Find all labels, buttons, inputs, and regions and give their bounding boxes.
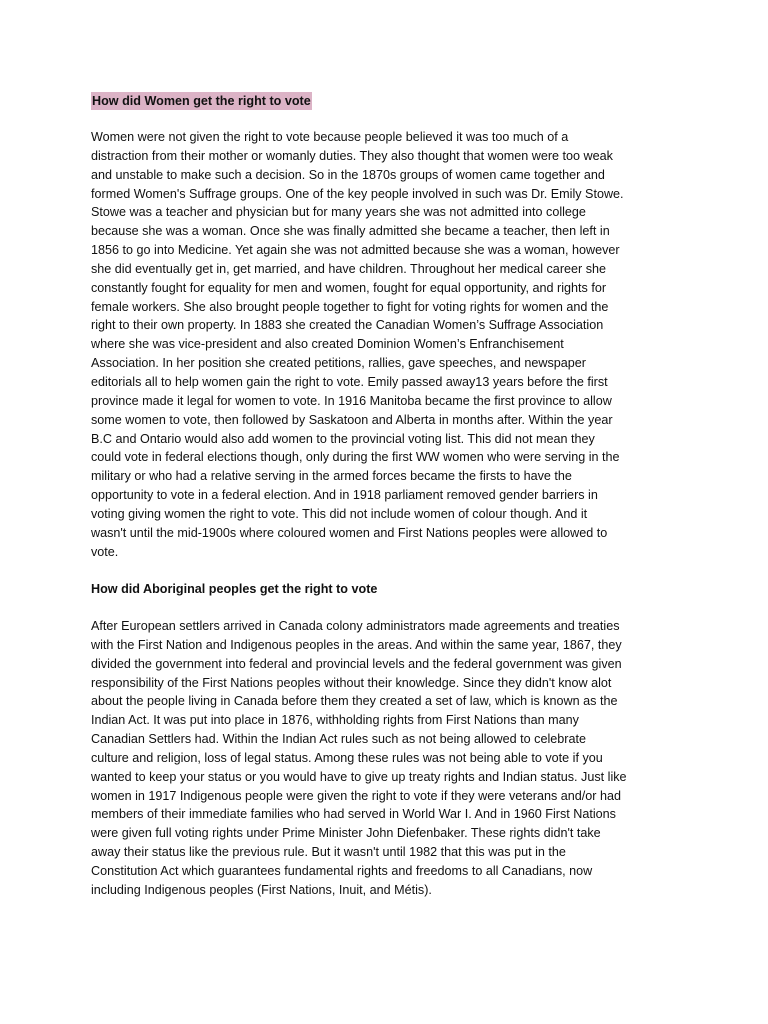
paragraph-line: constantly fought for equality for men and women, fought for equal opportunity, and rights for xyxy=(91,280,607,295)
paragraph-line: could vote in federal elections though, only during the first WW women who were serving in the xyxy=(91,450,620,465)
paragraph-line: voting giving women the right to vote. This did not include women of colour though. And it xyxy=(91,506,588,521)
paragraph-line: distraction from their mother or womanly duties. They also thought that women were too weak xyxy=(91,148,613,163)
paragraph-line: about the people living in Canada before them they created a set of law, which is known as the xyxy=(91,694,618,709)
paragraph-line: some women to vote, then followed by Saskatoon and Alberta in months after. Within the year xyxy=(91,412,613,427)
paragraph-line: After European settlers arrived in Canada colony administrators made agreements and treaties xyxy=(91,619,620,633)
section-paragraph xyxy=(91,128,691,561)
paragraph-line: 1856 to go into Medicine. Yet again she was not admitted because she was a woman, however xyxy=(91,243,620,258)
paragraph-line: female workers. She also brought people together to fight for voting rights for women and the xyxy=(91,299,609,314)
paragraph-line: because she was a woman. Once she was finally admitted she became a teacher, then left in xyxy=(91,224,610,239)
paragraph-line: Stowe was a teacher and physician but for many years she was not admitted into college xyxy=(91,205,586,220)
paragraph-line: culture and religion, loss of legal status. Among these rules was not being able to vote if you xyxy=(91,750,603,765)
paragraph-line: she did eventually get in, get married, and have children. Throughout her medical career she xyxy=(91,261,607,276)
paragraph-line: right to their own property. In 1883 she created the Canadian Women’s Suffrage Association xyxy=(91,318,604,333)
paragraph-line: Indian Act. It was put into place in 1876, withholding rights from First Nations than many xyxy=(91,713,579,728)
paragraph-line: military or who had a relative serving in the armed forces became the firsts to have the xyxy=(91,469,572,484)
paragraph-line: vote. xyxy=(91,544,119,559)
paragraph-line: Canadian Settlers had. Within the Indian Act rules such as not being allowed to celebrate xyxy=(91,732,586,747)
paragraph-line: formed Women's Suffrage groups. One of the key people involved in such was Dr. Emily Stowe. xyxy=(91,186,624,201)
paragraph-line: responsibility of the First Nations peoples without their knowledge. Since they didn't know alot xyxy=(91,675,612,690)
paragraph-line: members of their immediate families who had served in World War I. And in 1960 First Nations xyxy=(91,807,616,822)
paragraph-line: and unstable to make such a decision. So in the 1870s groups of women came together and xyxy=(91,167,605,182)
paragraph-line: Women were not given the right to vote because people believed it was too much of a xyxy=(91,130,569,144)
paragraph-line: away their status like the previous rule. But it wasn't until 1982 that this was put in the xyxy=(91,845,566,860)
paragraph-line: women in 1917 Indigenous people were given the right to vote if they were veterans and/or had xyxy=(91,788,621,803)
paragraph-line: Association. In her position she created petitions, rallies, gave speeches, and newspaper xyxy=(91,356,586,371)
section-heading: How did Women get the right to vote xyxy=(92,94,311,108)
paragraph-line: editorials all to help women gain the right to vote. Emily passed away13 years before the first xyxy=(91,374,608,389)
paragraph-line: with the First Nation and Indigenous peoples in the areas. And within the same year, 1867, they xyxy=(91,637,622,652)
section-heading: How did Aboriginal peoples get the right to vote xyxy=(91,582,378,596)
section-aboriginal-vote xyxy=(91,580,691,900)
paragraph-line: Constitution Act which guarantees fundamental rights and freedoms to all Canadians, now xyxy=(91,863,593,878)
paragraph-line: opportunity to vote in a federal election. And in 1918 parliament removed gender barriers in xyxy=(91,488,598,503)
paragraph-line: wasn't until the mid-1900s where coloured women and First Nations peoples were allowed to xyxy=(91,525,608,540)
section-women-vote xyxy=(91,92,691,561)
section-paragraph xyxy=(91,617,691,900)
paragraph-line: B.C and Ontario would also add women to the provincial voting list. This did not mean they xyxy=(91,431,595,446)
paragraph-line: were given full voting rights under Prime Minister John Diefenbaker. These rights didn't take xyxy=(91,826,601,841)
paragraph-line: where she was vice-president and also created Dominion Women’s Enfranchisement xyxy=(91,337,564,352)
paragraph-line: including Indigenous peoples (First Nations, Inuit, and Métis). xyxy=(91,882,432,897)
paragraph-line: province made it legal for women to vote. In 1916 Manitoba became the first province to allow xyxy=(91,393,612,408)
paragraph-line: wanted to keep your status or you would have to give up treaty rights and Indian status. Just like xyxy=(91,769,627,784)
paragraph-line: divided the government into federal and provincial levels and the federal government was given xyxy=(91,656,622,671)
